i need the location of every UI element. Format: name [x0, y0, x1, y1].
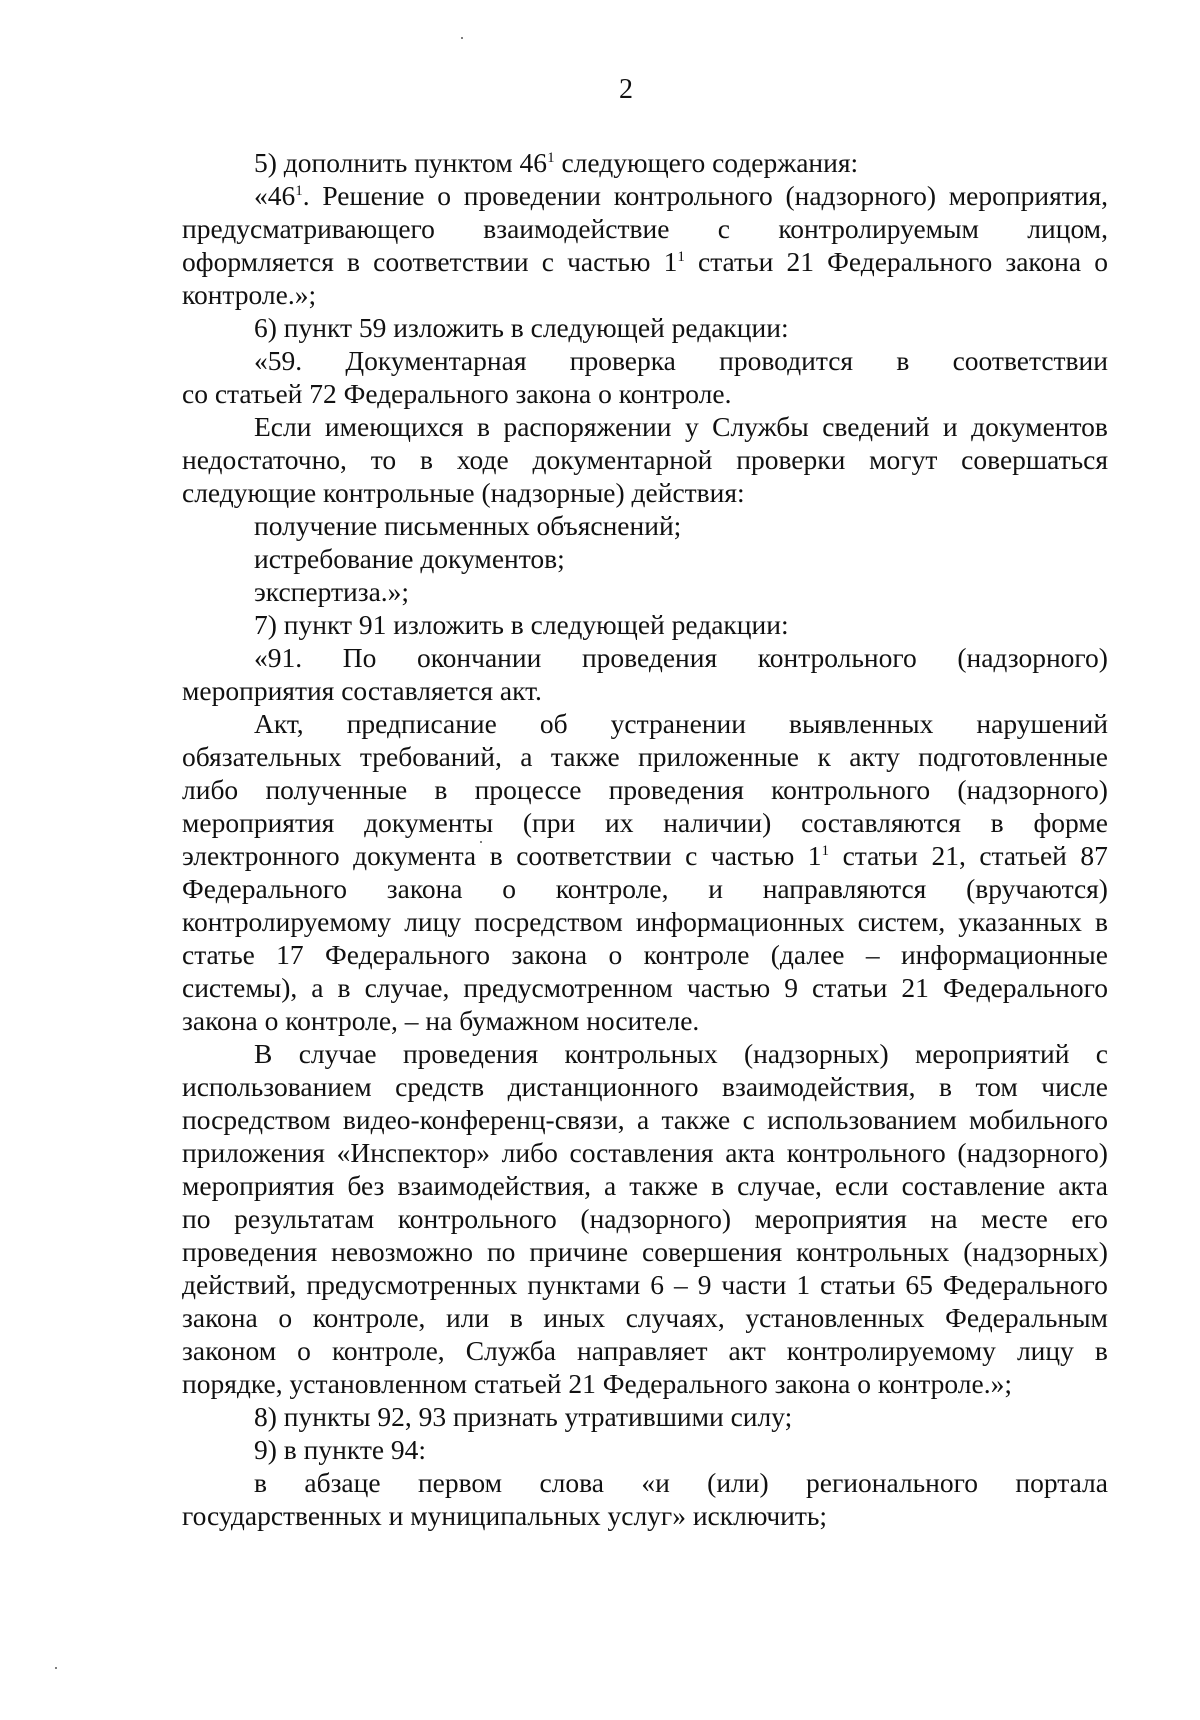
text-line: 9) в пункте 94:	[254, 1434, 427, 1465]
text-line: законом о контроле, Служба направляет акт контролируемому лицу в	[182, 1335, 1108, 1366]
text-line: электронного документа в соответствии с частью $1^1$ статьи 21, статьей 87	[182, 840, 1108, 871]
scan-speck	[461, 37, 463, 39]
text-line: посредством видео-конференц-связи, а также с использованием мобильного	[182, 1104, 1108, 1135]
text-line: проведения невозможно по причине совершения контрольных (надзорных)	[182, 1236, 1108, 1267]
text-line: приложения «Инспектор» либо составления акта контрольного (надзорного)	[182, 1137, 1108, 1168]
text-line: «$46^1$. Решение о проведении контрольного (надзорного) мероприятия,	[254, 180, 1108, 211]
text-line: предусматривающего взаимодействие с контролируемым лицом,	[182, 213, 1108, 244]
scan-speck	[55, 1667, 57, 1669]
text-line: 6) пункт 59 изложить в следующей редакции:	[254, 312, 789, 343]
text-line: оформляется в соответствии с частью $1^1$ статьи 21 Федерального закона о	[182, 246, 1108, 277]
text-line: в абзаце первом слова «и (или) регионального портала	[254, 1467, 1108, 1498]
page-number: 2	[619, 74, 633, 105]
text-line: контролируемому лицу посредством информационных систем, указанных в	[182, 906, 1108, 937]
text-line: Если имеющихся в распоряжении у Службы сведений и документов	[254, 411, 1108, 442]
text-line: мероприятия документы (при их наличии) составляются в форме	[182, 807, 1108, 838]
text-line: либо полученные в процессе проведения контрольного (надзорного)	[182, 774, 1108, 805]
text-line: порядке, установленном статьей 21 Федерального закона о контроле.»;	[182, 1368, 1012, 1399]
text-line: по результатам контрольного (надзорного) мероприятия на месте его	[182, 1203, 1108, 1234]
text-line: государственных и муниципальных услуг» исключить;	[182, 1500, 828, 1531]
text-line: истребование документов;	[254, 543, 565, 574]
text-line: системы), а в случае, предусмотренном частью 9 статьи 21 Федерального	[182, 972, 1108, 1003]
text-line: Федерального закона о контроле, и направляются (вручаются)	[182, 873, 1108, 904]
text-line: «59. Документарная проверка проводится в соответствии	[254, 345, 1108, 376]
text-line: контроле.»;	[182, 279, 317, 310]
text-line: закона о контроле, или в иных случаях, установленных Федеральным	[182, 1302, 1108, 1333]
text-line: мероприятия составляется акт.	[182, 675, 542, 706]
text-line: со статьей 72 Федерального закона о контроле.	[182, 378, 732, 409]
text-line: обязательных требований, а также приложенные к акту подготовленные	[182, 741, 1108, 772]
text-line: «91. По окончании проведения контрольного (надзорного)	[254, 642, 1108, 673]
text-line: действий, предусмотренных пунктами 6 – 9 части 1 статьи 65 Федерального	[182, 1269, 1108, 1300]
text-line: В случае проведения контрольных (надзорных) мероприятий с	[254, 1038, 1108, 1069]
text-line: 7) пункт 91 изложить в следующей редакции:	[254, 609, 789, 640]
scan-speck	[480, 841, 482, 843]
text-line: получение письменных объяснений;	[254, 510, 682, 541]
text-line: 8) пункты 92, 93 признать утратившими силу;	[254, 1401, 793, 1432]
text-line: использованием средств дистанционного взаимодействия, в том числе	[182, 1071, 1108, 1102]
text-line: статье 17 Федерального закона о контроле (далее – информационные	[182, 939, 1108, 970]
text-line: мероприятия без взаимодействия, а также в случае, если составление акта	[182, 1170, 1108, 1201]
text-line: закона о контроле, – на бумажном носителе.	[182, 1005, 700, 1036]
text-line: следующие контрольные (надзорные) действия:	[182, 477, 745, 508]
text-line: Акт, предписание об устранении выявленных нарушений	[254, 708, 1108, 739]
text-line: экспертиза.»;	[254, 576, 410, 607]
document-body	[182, 146, 1108, 1532]
text-line: недостаточно, то в ходе документарной проверки могут совершаться	[182, 444, 1108, 475]
text-line: 5) дополнить пунктом $46^1$ следующего содержания:	[254, 147, 859, 178]
